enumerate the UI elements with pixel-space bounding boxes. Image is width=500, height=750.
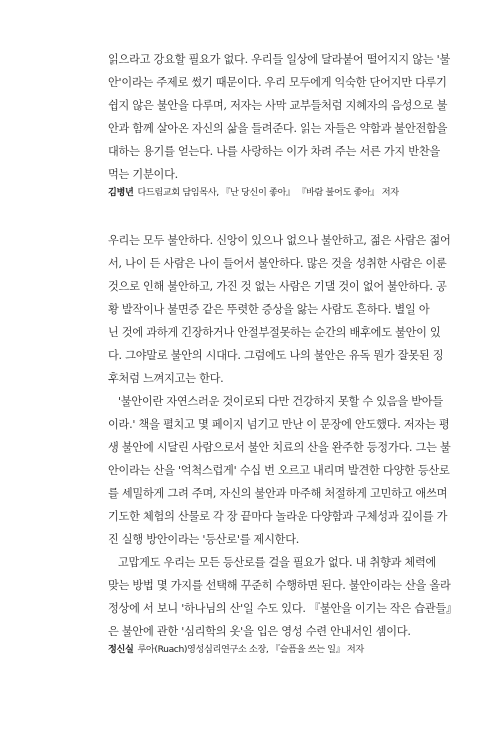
review2-line: 진 실행 방안이라는 '등산로'를 제시한다. [108, 533, 300, 546]
review2-line: 정상에 서 보니 '하나님의 산'일 수도 있다. 『불안을 이기는 작은 습관들』 [108, 602, 457, 615]
review2-line: 맞는 방법 몇 가지를 선택해 꾸준히 수행하면 된다. 불안이라는 산을 올라 [108, 579, 451, 592]
review2-line: 고맙게도 우리는 모든 등산로를 걸을 필요가 없다. 내 취향과 체력에 [118, 556, 437, 569]
review2-line: 닌 것에 과하게 긴장하거나 안절부절못하는 순간의 배후에도 불안이 있 [108, 326, 441, 339]
review1-line: 먹는 기분이다. [108, 168, 178, 181]
review2-attribution [108, 643, 398, 656]
review2-line: 생 불안에 시달린 사람으로서 불안 치료의 산을 완주한 등정가다. 그는 불 [108, 441, 451, 454]
review2-line: 후처럼 느껴지고는 한다. [108, 372, 224, 385]
review2-line: 를 세밀하게 그려 주며, 자신의 불안과 마주해 처절하게 고민하고 애쓰며 [108, 487, 448, 500]
review1-line: 안'이라는 주제로 썼기 때문이다. 우리 모두에게 익숙한 단어지만 다루기 [108, 76, 447, 89]
review2-author-name: 정신실 [108, 644, 134, 655]
review1-attribution [108, 186, 398, 199]
review1-line: 대하는 용기를 얻는다. 나를 사랑하는 이가 차려 주는 서른 가지 반찬을 [108, 145, 440, 158]
review2-line: 황 발작이나 불면증 같은 뚜렷한 증상을 앓는 사람도 흔하다. 별일 아 [108, 303, 430, 316]
review1-line: 안과 함께 살아온 자신의 삶을 들려준다. 읽는 자들은 약함과 불안전함을 [108, 122, 448, 135]
review2-line: 우리는 모두 불안하다. 신앙이 있으나 없으나 불안하고, 젊은 사람은 젊어 [108, 234, 451, 247]
review1-author-desc: 다드림교회 담임목사, 『난 당신이 좋아』 『바람 불어도 좋아』 저자 [137, 187, 399, 198]
review2-author-desc: 루아(Ruach)영성심리연구소 소장, 『슬픔을 쓰는 일』 저자 [137, 644, 364, 655]
review2-line: 서, 나이 든 사람은 나이 들어서 불안하다. 많은 것을 성취한 사람은 이룬 [108, 257, 447, 270]
review2-line: 기도한 체험의 산물로 각 장 끝마다 놀라운 다양함과 구체성과 깊이를 가 [108, 510, 448, 523]
review2-line: 안이라는 산을 '억척스럽게' 수십 번 오르고 내리며 발견한 다양한 등산로 [108, 464, 450, 477]
review2-line: 은 불안에 관한 '심리학의 옷'을 입은 영성 수련 안내서인 셈이다. [108, 625, 411, 638]
review1-line: 쉽지 않은 불안을 다루며, 저자는 사막 교부들처럼 지혜자의 음성으로 불 [108, 99, 448, 112]
review2-line: 이라.' 책을 펼치고 몇 페이지 넘기고 만난 이 문장에 안도했다. 저자는 평 [108, 418, 450, 431]
review2-line: '불안이란 자연스러운 것이로되 다만 건강하지 못할 수 있음을 받아들 [118, 395, 443, 408]
review2-line: 다. 그야말로 불안의 시대다. 그럼에도 나의 불안은 유독 뭔가 잘못된 징 [108, 349, 444, 362]
review1-line: 읽으라고 강요할 필요가 없다. 우리들 일상에 달라붙어 떨어지지 않는 '불 [108, 53, 451, 66]
review2-line: 것으로 인해 불안하고, 가진 것 없는 사람은 기댈 것이 없어 불안하다. 공 [108, 280, 447, 293]
review1-author-name: 김병년 [108, 187, 134, 198]
